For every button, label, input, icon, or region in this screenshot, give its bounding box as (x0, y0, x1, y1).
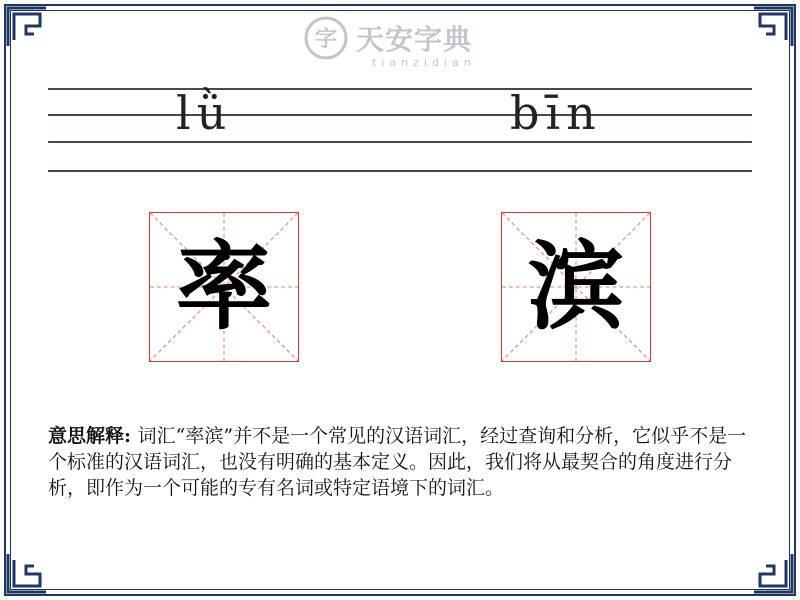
corner-ornament-icon (6, 6, 48, 48)
meaning-separator: : (124, 425, 138, 447)
meaning-text: 词汇“率滨”并不是一个常见的汉语词汇，经过查询和分析，它似乎不是一个标准的汉语词汇，也没有明确的基本定义。因此，我们将从最契合的角度进行分析，即作为一个可能的专有名词或特定语境下的词汇。 (48, 425, 747, 499)
svg-text:字: 字 (314, 26, 338, 52)
pinyin-rule (48, 88, 752, 90)
character-grid-1 (149, 212, 299, 362)
corner-ornament-icon (752, 552, 794, 594)
dictionary-seal-icon (304, 16, 348, 60)
hanzi-character-2: 滨 (528, 230, 624, 343)
inner-frame (10, 10, 790, 590)
meaning-paragraph (48, 423, 753, 501)
corner-ornament-icon (752, 6, 794, 48)
corner-ornament-icon (6, 552, 48, 594)
pinyin-rule (48, 170, 752, 172)
pinyin-syllable-1: lǜ (176, 86, 233, 140)
meaning-label: 意思解释 (48, 425, 125, 447)
site-logo (300, 12, 500, 74)
pinyin-rule (48, 114, 752, 116)
pinyin-syllable-2: bīn (510, 86, 602, 140)
logo-title: 天安字典 (356, 23, 473, 56)
hanzi-character-1: 率 (176, 230, 272, 343)
character-grid-2 (501, 212, 651, 362)
pinyin-rule (48, 141, 752, 143)
logo-subtitle: tianzidian (372, 56, 476, 69)
